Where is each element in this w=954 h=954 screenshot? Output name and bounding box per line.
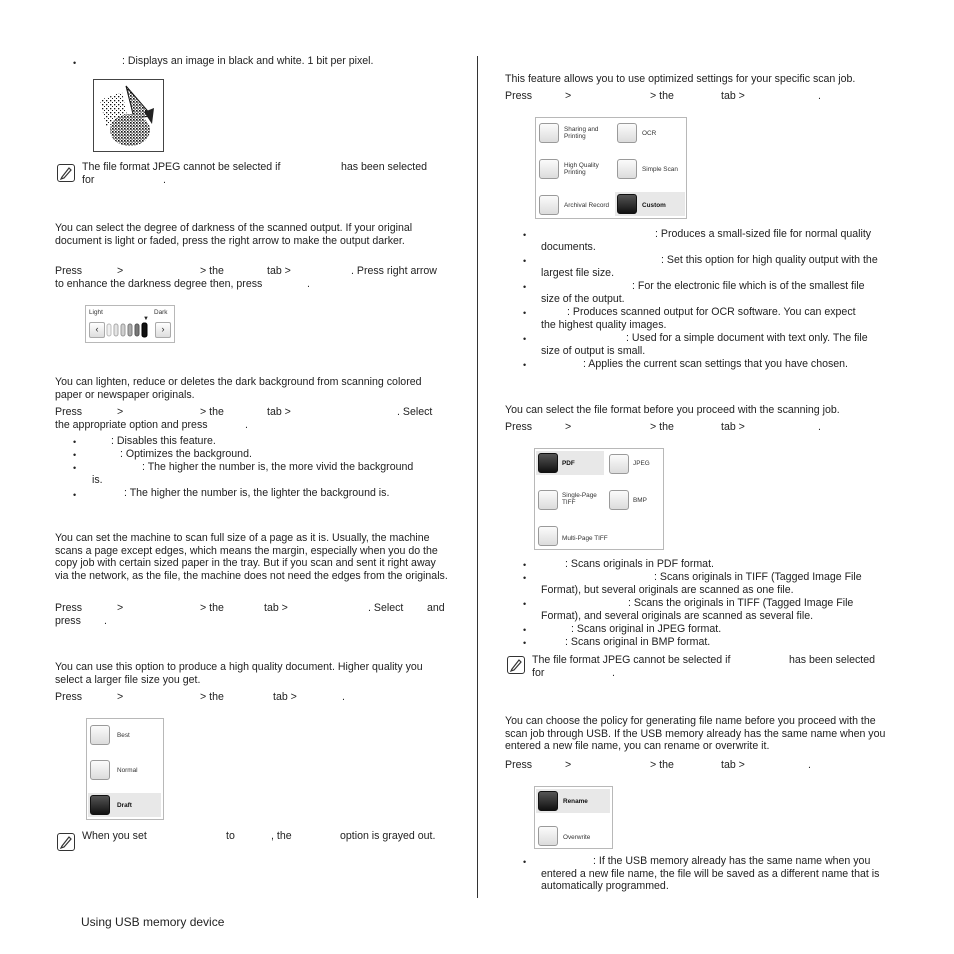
format-panel	[534, 448, 664, 550]
preset-dot: .	[818, 90, 821, 102]
quality-dot: .	[342, 691, 345, 703]
format-note-b: has been selected	[789, 654, 875, 666]
right-arrow-icon: ›	[161, 324, 165, 334]
filepolicy-press: Press	[505, 759, 533, 771]
quality-option-best[interactable]	[89, 724, 159, 746]
option-button[interactable]	[538, 826, 558, 846]
option-label: Draft	[117, 802, 132, 809]
background-bullet-3: is.	[92, 474, 103, 486]
background-tail: . Select	[397, 406, 433, 418]
left-arrow-icon: ‹	[95, 324, 99, 334]
note2-a: When you set	[82, 830, 147, 842]
background-press: Press	[55, 406, 83, 418]
background-gt1: >	[117, 406, 124, 418]
option-button[interactable]	[538, 490, 558, 510]
quality-gt1: >	[117, 691, 124, 703]
note-icon	[57, 164, 75, 182]
preset-simple-scan[interactable]	[616, 158, 682, 180]
filepolicy-gt2: > the	[650, 759, 674, 771]
background-bullet-0: : Disables this feature.	[111, 435, 216, 447]
background-bullet-2: : The higher the number is, the more vivid the background	[142, 461, 414, 473]
option-label: Custom	[642, 202, 666, 209]
format-note-a: The file format JPEG cannot be selected if	[532, 654, 731, 666]
bullet-dot: •	[523, 282, 527, 292]
bullet-dot: •	[523, 308, 527, 318]
darkness-line2: to enhance the darkness degree then, press	[55, 278, 263, 290]
format-multi-page-tiff[interactable]	[537, 525, 609, 547]
option-button[interactable]	[539, 123, 559, 143]
background-gt2: > the	[200, 406, 224, 418]
option-button[interactable]	[538, 526, 558, 546]
preset-bullet-2: : Set this option for high quality output with the	[661, 254, 878, 266]
bullet-dot: •	[523, 638, 527, 648]
format-single-page-tiff[interactable]	[537, 489, 605, 511]
format-note-c: for	[532, 667, 545, 679]
format-gt1: >	[565, 421, 572, 433]
edge-tab: tab >	[264, 602, 288, 614]
preset-desc: This feature allows you to use optimized settings for your specific scan job.	[505, 73, 856, 85]
preset-sharing-printing[interactable]	[538, 122, 612, 144]
background-bullet-4: : The higher the number is, the lighter the background is.	[124, 487, 390, 499]
quality-option-normal[interactable]	[89, 759, 159, 781]
bullet-dot: •	[523, 599, 527, 609]
preset-custom[interactable]	[615, 192, 685, 216]
format-press: Press	[505, 421, 533, 433]
darkness-panel	[85, 305, 175, 343]
note-icon	[507, 656, 525, 674]
filepolicy-overwrite[interactable]	[537, 825, 609, 847]
preset-bullet-1: documents.	[541, 241, 596, 253]
bullet-dot: •	[523, 625, 527, 635]
bw-sample-image	[93, 79, 164, 152]
quality-tab: tab >	[273, 691, 297, 703]
bullet-dot: •	[73, 450, 77, 460]
edge-dot: .	[104, 615, 107, 627]
filepolicy-gt1: >	[565, 759, 572, 771]
filepolicy-rename[interactable]	[536, 789, 610, 813]
preset-bullet-9: size of output is small.	[541, 345, 646, 357]
option-button[interactable]	[609, 454, 629, 474]
preset-gt1: >	[565, 90, 572, 102]
darkness-tail: . Press right arrow	[351, 265, 437, 277]
preset-bullet-0: : Produces a small-sized file for normal quality	[655, 228, 872, 240]
edge-and: and	[427, 602, 445, 614]
background-dot: .	[245, 419, 248, 431]
option-label: OCR	[642, 130, 657, 137]
column-divider	[477, 56, 478, 898]
option-label: Archival Record	[564, 202, 610, 209]
bullet-dot: •	[523, 360, 527, 370]
filepolicy-panel	[534, 786, 613, 849]
option-label: Rename	[563, 798, 588, 805]
option-label: Multi-Page TIFF	[562, 535, 608, 542]
filepolicy-desc: You can choose the policy for generating file name before you proceed with the scan job through USB. If the USB memory already has the same name when you entered a new file name, you can rename or overwrite it.	[505, 715, 886, 753]
preset-bullet-10: : Applies the current scan settings that you have chosen.	[583, 358, 849, 370]
background-tab: tab >	[267, 406, 291, 418]
bullet-dot: •	[523, 230, 527, 240]
background-desc: You can lighten, reduce or deletes the dark background from scanning colored paper or newspaper originals.	[55, 376, 422, 401]
darkness-desc: You can select the degree of darkness of the scanned output. If your original document is light or faded, press the right arrow to make the output darker.	[55, 222, 413, 247]
quality-press: Press	[55, 691, 83, 703]
bullet-dot: •	[73, 437, 77, 447]
note2-b: to	[226, 830, 235, 842]
quality-option-draft[interactable]	[88, 793, 161, 817]
bw-bullet-text: : Displays an image in black and white. 1 bit per pixel.	[122, 55, 374, 67]
darkness-press: Press	[55, 265, 83, 277]
option-button[interactable]	[539, 159, 559, 179]
preset-ocr[interactable]	[616, 122, 682, 144]
footer-title: Using USB memory device	[81, 915, 225, 929]
format-note-dot: .	[612, 667, 615, 679]
option-label: Best	[117, 732, 130, 739]
option-label: Single-Page TIFF	[562, 492, 597, 506]
bullet-dot: •	[523, 334, 527, 344]
bullet-dot: •	[73, 463, 77, 473]
preset-bullet-6: : Produces scanned output for OCR software. You can expect	[567, 306, 856, 318]
quality-gt2: > the	[200, 691, 224, 703]
format-bullet-2: Format), but several originals are scanned as one file.	[541, 584, 794, 596]
preset-bullet-8: : Used for a simple document with text only. The file	[626, 332, 868, 344]
darkness-level-bar[interactable]	[106, 322, 154, 336]
format-bullet-1: : Scans originals in TIFF (Tagged Image File	[654, 571, 862, 583]
note1-text-c: for	[82, 174, 95, 186]
format-bullet-6: : Scans original in BMP format.	[565, 636, 711, 648]
bullet-dot: •	[523, 256, 527, 266]
darkness-right-arrow-button[interactable]	[155, 322, 171, 338]
quality-desc: You can use this option to produce a high quality document. Higher quality you select a larger file size you get.	[55, 661, 423, 686]
option-button[interactable]	[617, 159, 637, 179]
option-label: High Quality Printing	[564, 162, 599, 176]
filepolicy-bullet: : If the USB memory already has the same name when you entered a new file name, the file will be saved as a different name that is automatically programmed.	[541, 855, 880, 893]
note1-dot: .	[163, 174, 166, 186]
format-gt2: > the	[650, 421, 674, 433]
darkness-tab: tab >	[267, 265, 291, 277]
option-button-selected[interactable]	[617, 194, 637, 214]
darkness-gt2: > the	[200, 265, 224, 277]
darkness-left-arrow-button[interactable]	[89, 322, 105, 338]
format-bullet-3: : Scans the originals in TIFF (Tagged Image File	[628, 597, 854, 609]
note1-text-b: has been selected	[341, 161, 427, 173]
preset-bullet-5: size of the output.	[541, 293, 625, 305]
format-bullet-4: Format), and several originals are scanned as several file.	[541, 610, 814, 622]
format-bullet-0: : Scans originals in PDF format.	[565, 558, 714, 570]
option-button-selected[interactable]	[538, 791, 558, 811]
edge-desc: You can set the machine to scan full size of a page as it is. Usually, the machine scans a page except edges, which means the margin, especially when you do the copy job with certain sized paper in the tray. But if you scan and sent it right away via the network, as the file, the machine does not need the edges from the originals.	[55, 532, 448, 582]
filepolicy-tab: tab >	[721, 759, 745, 771]
preset-tab: tab >	[721, 90, 745, 102]
bullet-dot: •	[523, 573, 527, 583]
darkness-gt1: >	[117, 265, 124, 277]
note2-c: , the	[271, 830, 292, 842]
option-label: Sharing and Printing	[564, 126, 599, 140]
note-icon	[57, 833, 75, 851]
format-desc: You can select the file format before you proceed with the scanning job.	[505, 404, 840, 416]
preset-panel	[535, 117, 687, 219]
preset-archival-record[interactable]	[538, 194, 612, 216]
option-button-selected[interactable]	[90, 795, 110, 815]
format-jpeg[interactable]	[608, 453, 660, 475]
note2-d: option is grayed out.	[340, 830, 436, 842]
option-button[interactable]	[539, 195, 559, 215]
preset-bullet-3: largest file size.	[541, 267, 615, 279]
preset-high-quality-printing[interactable]	[538, 158, 612, 180]
format-tab: tab >	[721, 421, 745, 433]
dark-label: Dark	[154, 309, 168, 316]
option-label: Overwrite	[563, 834, 591, 841]
option-label: JPEG	[633, 460, 650, 467]
option-label: PDF	[562, 460, 575, 467]
option-label: Normal	[117, 767, 138, 774]
preset-press: Press	[505, 90, 533, 102]
edge-press: Press	[55, 602, 83, 614]
edge-tail: . Select	[368, 602, 404, 614]
preset-bullet-4: : For the electronic file which is of the smallest file	[632, 280, 865, 292]
format-dot: .	[818, 421, 821, 433]
note1-text-a: The file format JPEG cannot be selected if	[82, 161, 281, 173]
preset-bullet-7: the highest quality images.	[541, 319, 667, 331]
option-button[interactable]	[90, 725, 110, 745]
light-label: Light	[89, 309, 103, 316]
bullet-dot: •	[523, 857, 527, 867]
option-label: Simple Scan	[642, 166, 678, 173]
bullet-dot: •	[523, 560, 527, 570]
edge-line2: press	[55, 615, 81, 627]
quality-panel	[86, 718, 164, 820]
option-button[interactable]	[609, 490, 629, 510]
format-bmp[interactable]	[608, 489, 660, 511]
darkness-dot: .	[307, 278, 310, 290]
edge-gt1: >	[117, 602, 124, 614]
filepolicy-dot: .	[808, 759, 811, 771]
option-label: BMP	[633, 497, 647, 504]
option-button[interactable]	[90, 760, 110, 780]
background-bullet-1: : Optimizes the background.	[120, 448, 252, 460]
preset-gt2: > the	[650, 90, 674, 102]
option-button[interactable]	[617, 123, 637, 143]
option-button-selected[interactable]	[538, 453, 558, 473]
format-bullet-5: : Scans original in JPEG format.	[571, 623, 722, 635]
background-line2: the appropriate option and press	[55, 419, 208, 431]
edge-gt2: > the	[200, 602, 224, 614]
format-pdf[interactable]	[536, 451, 604, 475]
bullet-dot: •	[73, 58, 77, 68]
pointer-icon: ▼	[143, 316, 149, 322]
bullet-dot: •	[73, 490, 77, 500]
